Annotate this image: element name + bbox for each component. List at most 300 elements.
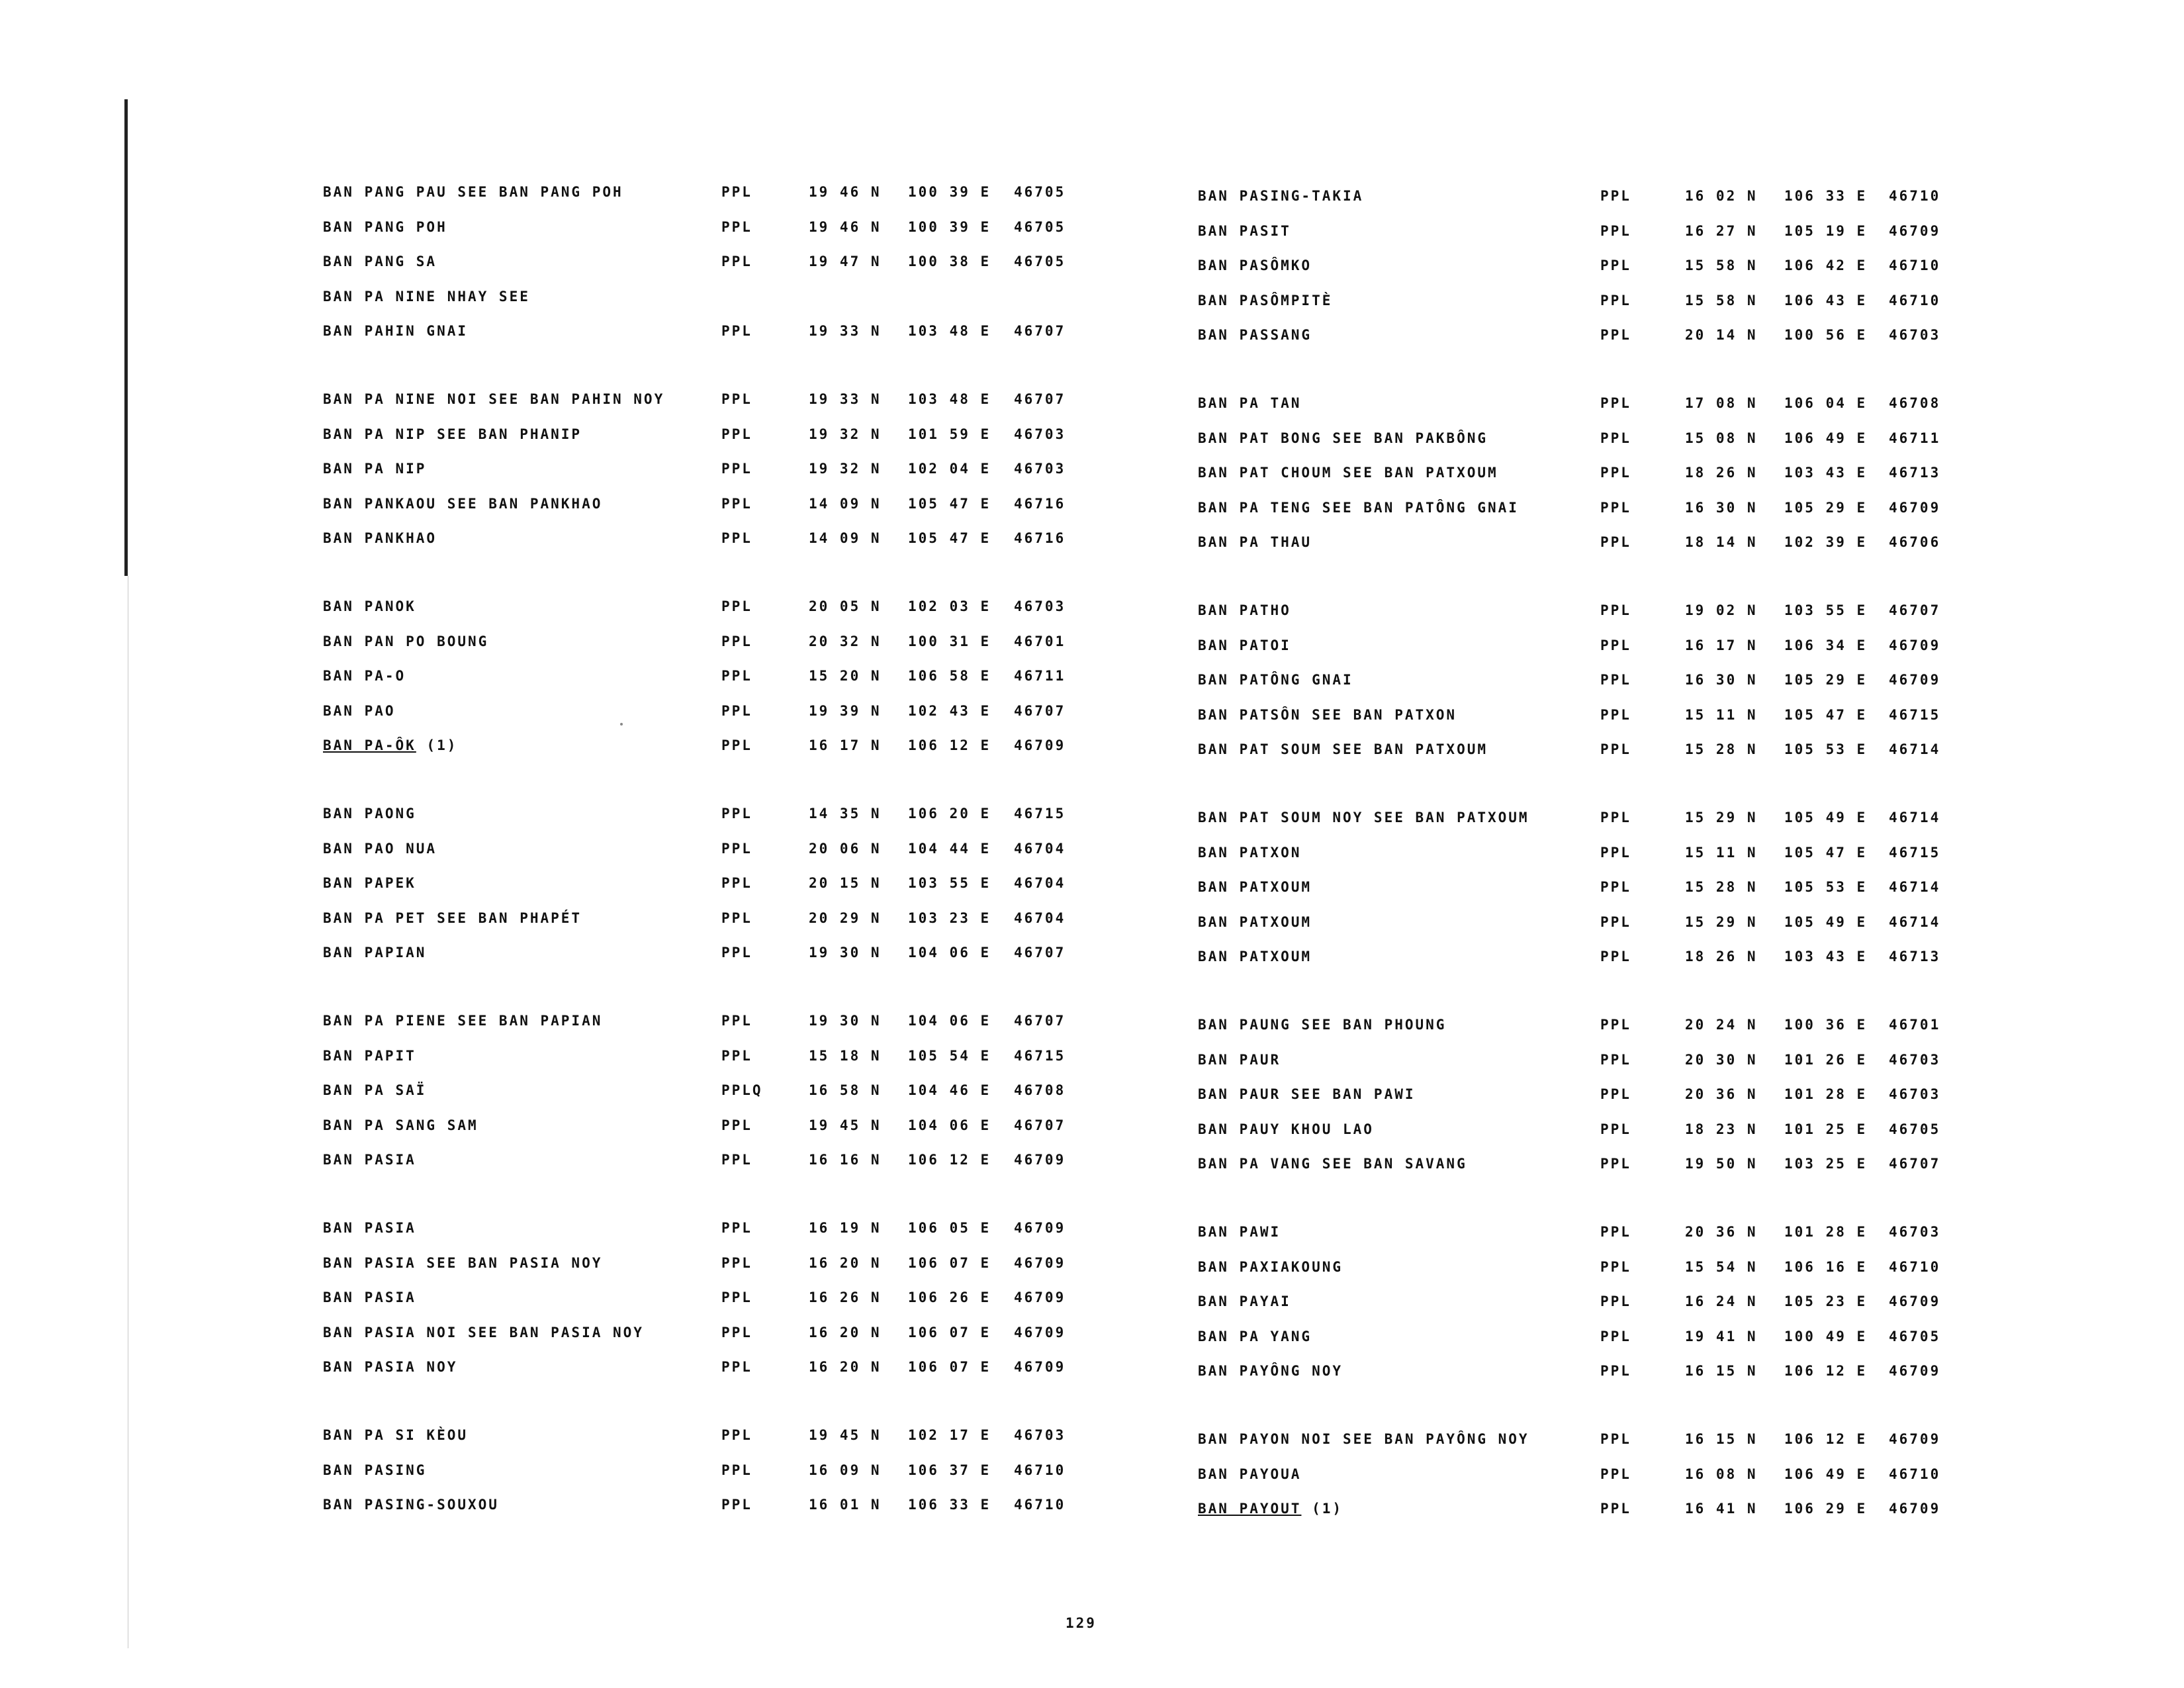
latitude: 15 20 N <box>809 668 882 684</box>
feature-type: PPL <box>1600 672 1631 688</box>
map-code: 46705 <box>1889 1121 1941 1137</box>
longitude: 106 34 E <box>1784 637 1868 653</box>
longitude: 106 33 E <box>1784 188 1868 204</box>
place-name: BAN PA NIP SEE BAN PHANIP <box>323 426 582 442</box>
feature-type: PPL <box>1600 258 1631 273</box>
gazetteer-entry <box>0 602 1941 629</box>
latitude: 20 15 N <box>809 875 882 891</box>
feature-type: PPL <box>721 323 752 339</box>
latitude: 16 02 N <box>1685 188 1758 204</box>
place-name: BAN PA YANG <box>1198 1328 1312 1344</box>
map-code: 46709 <box>1889 672 1941 688</box>
gazetteer-entry <box>0 499 1941 526</box>
map-code: 46709 <box>1889 1431 1941 1447</box>
longitude: 102 04 E <box>908 461 991 477</box>
longitude: 106 12 E <box>1784 1431 1868 1447</box>
map-code: 46710 <box>1014 1462 1066 1478</box>
feature-type: PPL <box>1600 1501 1631 1517</box>
gazetteer-entry <box>0 914 1941 941</box>
longitude: 105 53 E <box>1784 879 1868 895</box>
latitude: 16 30 N <box>1685 499 1758 516</box>
map-code: 46705 <box>1889 1328 1941 1344</box>
longitude: 103 48 E <box>908 391 991 407</box>
gazetteer-entry <box>0 1017 1941 1043</box>
place-name-with-note <box>1198 1501 1343 1517</box>
feature-type: PPL <box>721 184 752 200</box>
feature-type: PPL <box>721 1254 752 1271</box>
latitude: 15 29 N <box>1685 914 1758 930</box>
latitude: 18 26 N <box>1685 465 1758 481</box>
place-name: BAN PASIA <box>323 1220 416 1236</box>
latitude: 15 08 N <box>1685 430 1758 446</box>
longitude: 105 23 E <box>1784 1293 1868 1309</box>
place-name: BAN PATXOUM <box>1198 949 1312 964</box>
place-name: BAN PANOK <box>323 598 416 614</box>
feature-type: PPL <box>1600 430 1631 446</box>
map-code: 46705 <box>1014 218 1066 235</box>
feature-type: PPL <box>1600 1431 1631 1447</box>
place-name: BAN PAT SOUM NOY SEE BAN PATXOUM <box>1198 810 1529 825</box>
place-name: BAN PAUR SEE BAN PAWI <box>1198 1086 1416 1102</box>
latitude: 15 28 N <box>1685 741 1758 757</box>
feature-type: PPL <box>1600 706 1631 723</box>
map-code: 46710 <box>1889 258 1941 273</box>
latitude: 16 16 N <box>809 1152 882 1168</box>
feature-type: PPL <box>721 1462 752 1478</box>
feature-type: PPL <box>721 1324 752 1340</box>
place-name: BAN PASIA NOI SEE BAN PASIA NOY <box>323 1324 644 1340</box>
feature-type: PPL <box>1600 1086 1631 1102</box>
latitude: 16 27 N <box>1685 222 1758 239</box>
feature-type: PPL <box>721 391 752 407</box>
map-code: 46704 <box>1014 910 1066 926</box>
place-name: BAN PASÔMKO <box>1198 258 1312 273</box>
place-name: BAN PASIA <box>323 1152 416 1168</box>
place-name: BAN PANG SA <box>323 254 437 269</box>
longitude: 106 20 E <box>908 806 991 821</box>
place-name: BAN PAONG <box>323 806 416 821</box>
place-name: BAN PAYÔNG NOY <box>1198 1363 1343 1379</box>
map-code: 46703 <box>1889 1224 1941 1240</box>
place-name: BAN PAO NUA <box>323 840 437 857</box>
feature-type: PPL <box>721 1497 752 1513</box>
latitude: 16 58 N <box>809 1082 882 1098</box>
feature-type: PPL <box>1600 1121 1631 1137</box>
feature-type: PPL <box>721 840 752 857</box>
longitude: 105 49 E <box>1784 810 1868 825</box>
feature-type: PPL <box>1600 534 1631 550</box>
place-name: BAN PATXOUM <box>1198 914 1312 930</box>
longitude: 106 33 E <box>908 1497 991 1513</box>
latitude: 19 32 N <box>809 461 882 477</box>
place-name: BAN PAN PO BOUNG <box>323 633 489 649</box>
longitude: 102 03 E <box>908 598 991 614</box>
map-code: 46709 <box>1889 499 1941 516</box>
longitude: 106 29 E <box>1784 1501 1868 1517</box>
place-name: BAN PASIT <box>1198 222 1291 239</box>
map-code: 46703 <box>1889 1086 1941 1102</box>
latitude: 16 20 N <box>809 1254 882 1271</box>
place-name: BAN PA THAU <box>1198 534 1312 550</box>
gazetteer-entry <box>0 637 1941 664</box>
latitude: 19 47 N <box>809 254 882 269</box>
longitude: 100 49 E <box>1784 1328 1868 1344</box>
map-code: 46703 <box>1889 327 1941 343</box>
longitude: 106 49 E <box>1784 430 1868 446</box>
longitude: 103 55 E <box>908 875 991 891</box>
place-name: BAN PASÔMPITÈ <box>1198 292 1333 308</box>
feature-type: PPL <box>1600 1293 1631 1309</box>
place-name: BAN PA SAÏ <box>323 1082 427 1098</box>
longitude: 106 07 E <box>908 1324 991 1340</box>
gazetteer-entry <box>0 1051 1941 1078</box>
feature-type: PPL <box>1600 1156 1631 1172</box>
place-name: BAN PASSANG <box>1198 327 1312 343</box>
feature-type: PPL <box>1600 637 1631 653</box>
longitude: 104 44 E <box>908 840 991 857</box>
latitude: 18 23 N <box>1685 1121 1758 1137</box>
map-code: 46707 <box>1014 945 1066 961</box>
place-name: BAN PA-ÔK <box>323 737 416 753</box>
map-code: 46707 <box>1014 323 1066 339</box>
longitude: 105 54 E <box>908 1047 991 1064</box>
longitude: 103 25 E <box>1784 1156 1868 1172</box>
longitude: 106 37 E <box>908 1462 991 1478</box>
longitude: 103 23 E <box>908 910 991 926</box>
map-code: 46711 <box>1014 668 1066 684</box>
gazetteer-entry <box>0 292 1941 319</box>
longitude: 101 28 E <box>1784 1224 1868 1240</box>
feature-type: PPL <box>1600 327 1631 343</box>
longitude: 104 06 E <box>908 945 991 961</box>
feature-type: PPL <box>1600 1051 1631 1068</box>
map-code: 46706 <box>1889 534 1941 550</box>
map-code: 46707 <box>1889 1156 1941 1172</box>
map-code: 46703 <box>1014 1427 1066 1443</box>
longitude: 104 06 E <box>908 1013 991 1029</box>
feature-type: PPL <box>721 598 752 614</box>
longitude: 104 46 E <box>908 1082 991 1098</box>
map-code: 46705 <box>1014 184 1066 200</box>
longitude: 105 49 E <box>1784 914 1868 930</box>
map-code: 46713 <box>1889 465 1941 481</box>
feature-type: PPL <box>1600 949 1631 964</box>
map-code: 46709 <box>1014 1254 1066 1271</box>
place-name: BAN PAYOUT <box>1198 1501 1302 1517</box>
latitude: 18 26 N <box>1685 949 1758 964</box>
gazetteer-entry <box>0 1431 1941 1458</box>
place-name: BAN PATHO <box>1198 602 1291 618</box>
map-code: 46703 <box>1014 426 1066 442</box>
place-name: BAN PA SANG SAM <box>323 1117 478 1133</box>
longitude: 102 43 E <box>908 702 991 719</box>
gazetteer-entry <box>0 672 1941 698</box>
map-code: 46709 <box>1889 1501 1941 1517</box>
place-name: BAN PA-O <box>323 668 406 684</box>
gazetteer-entry <box>0 395 1941 422</box>
longitude: 105 53 E <box>1784 741 1868 757</box>
map-code: 46703 <box>1014 598 1066 614</box>
place-name: BAN PA NINE NOI SEE BAN PAHIN NOY <box>323 391 665 407</box>
feature-type: PPL <box>721 668 752 684</box>
latitude: 19 32 N <box>809 426 882 442</box>
gazetteer-entry <box>0 1328 1941 1355</box>
map-code: 46714 <box>1889 879 1941 895</box>
longitude: 101 25 E <box>1784 1121 1868 1137</box>
latitude: 15 54 N <box>1685 1258 1758 1275</box>
latitude: 20 30 N <box>1685 1051 1758 1068</box>
map-code: 46707 <box>1889 602 1941 618</box>
map-code: 46708 <box>1014 1082 1066 1098</box>
place-name: BAN PASIA NOY <box>323 1359 458 1375</box>
gazetteer-entry <box>0 465 1941 491</box>
feature-type: PPL <box>721 945 752 961</box>
place-name: BAN PA TAN <box>1198 395 1302 411</box>
entry-note: (1) <box>1301 1501 1343 1517</box>
feature-type: PPL <box>1600 222 1631 239</box>
map-code: 46709 <box>1889 222 1941 239</box>
place-name: BAN PAYOUA <box>1198 1466 1302 1482</box>
longitude: 106 07 E <box>908 1254 991 1271</box>
gazetteer-entry <box>0 430 1941 457</box>
place-name: BAN PA VANG SEE BAN SAVANG <box>1198 1156 1467 1172</box>
latitude: 19 30 N <box>809 945 882 961</box>
feature-type: PPLQ <box>721 1082 763 1098</box>
feature-type: PPL <box>1600 1258 1631 1275</box>
feature-type: PPL <box>1600 1363 1631 1379</box>
feature-type: PPL <box>721 1289 752 1305</box>
page-number: 129 <box>1066 1615 1097 1631</box>
gazetteer-entry <box>0 1363 1941 1389</box>
longitude: 103 43 E <box>1784 465 1868 481</box>
latitude: 20 36 N <box>1685 1086 1758 1102</box>
place-name: BAN PASIA <box>323 1289 416 1305</box>
map-code: 46716 <box>1014 495 1066 512</box>
map-code: 46714 <box>1889 741 1941 757</box>
gazetteer-entry <box>0 706 1941 733</box>
latitude: 16 17 N <box>809 737 882 753</box>
longitude: 106 05 E <box>908 1220 991 1236</box>
gazetteer-entry <box>0 741 1941 768</box>
gazetteer-entry <box>0 1466 1941 1493</box>
gazetteer-entry <box>0 1156 1941 1182</box>
latitude: 16 17 N <box>1685 637 1758 653</box>
latitude: 19 50 N <box>1685 1156 1758 1172</box>
place-name: BAN PATXOUM <box>1198 879 1312 895</box>
gazetteer-entry <box>0 188 1941 214</box>
latitude: 16 15 N <box>1685 1363 1758 1379</box>
latitude: 16 08 N <box>1685 1466 1758 1482</box>
feature-type: PPL <box>721 806 752 821</box>
map-code: 46709 <box>1014 737 1066 753</box>
latitude: 16 24 N <box>1685 1293 1758 1309</box>
feature-type: PPL <box>1600 602 1631 618</box>
latitude: 18 14 N <box>1685 534 1758 550</box>
longitude: 101 59 E <box>908 426 991 442</box>
place-name: BAN PA PET SEE BAN PHAPÉT <box>323 910 582 926</box>
place-name: BAN PAPIT <box>323 1047 416 1064</box>
longitude: 103 55 E <box>1784 602 1868 618</box>
longitude: 105 47 E <box>908 495 991 512</box>
latitude: 19 41 N <box>1685 1328 1758 1344</box>
gazetteer-entry <box>0 1293 1941 1320</box>
place-name: BAN PA NIP <box>323 461 427 477</box>
map-code: 46710 <box>1889 1466 1941 1482</box>
place-name: BAN PASING <box>323 1462 427 1478</box>
feature-type: PPL <box>1600 810 1631 825</box>
place-name: BAN PAYAI <box>1198 1293 1291 1309</box>
latitude: 20 32 N <box>809 633 882 649</box>
longitude: 103 43 E <box>1784 949 1868 964</box>
place-name: BAN PATOI <box>1198 637 1291 653</box>
latitude: 19 33 N <box>809 391 882 407</box>
feature-type: PPL <box>1600 844 1631 861</box>
feature-type: PPL <box>721 702 752 719</box>
map-code: 46716 <box>1014 530 1066 546</box>
feature-type: PPL <box>1600 1328 1631 1344</box>
map-code: 46704 <box>1014 840 1066 857</box>
feature-type: PPL <box>1600 914 1631 930</box>
latitude: 16 20 N <box>809 1359 882 1375</box>
longitude: 105 47 E <box>908 530 991 546</box>
latitude: 16 01 N <box>809 1497 882 1513</box>
longitude: 106 12 E <box>908 737 991 753</box>
map-code: 46703 <box>1014 461 1066 477</box>
longitude: 101 26 E <box>1784 1051 1868 1068</box>
latitude: 19 45 N <box>809 1117 882 1133</box>
place-name: BAN PATÔNG GNAI <box>1198 672 1353 688</box>
place-name: BAN PASING-TAKIA <box>1198 188 1364 204</box>
latitude: 16 20 N <box>809 1324 882 1340</box>
map-code: 46715 <box>1889 706 1941 723</box>
latitude: 20 06 N <box>809 840 882 857</box>
map-code: 46709 <box>1014 1359 1066 1375</box>
gazetteer-entry <box>0 844 1941 871</box>
latitude: 16 15 N <box>1685 1431 1758 1447</box>
longitude: 106 12 E <box>1784 1363 1868 1379</box>
latitude: 20 36 N <box>1685 1224 1758 1240</box>
latitude: 14 09 N <box>809 495 882 512</box>
place-name: BAN PAPIAN <box>323 945 427 961</box>
map-code: 46710 <box>1014 1497 1066 1513</box>
longitude: 105 19 E <box>1784 222 1868 239</box>
place-name: BAN PA SI KÈOU <box>323 1427 469 1443</box>
gazetteer-entry <box>0 1224 1941 1250</box>
latitude: 19 39 N <box>809 702 882 719</box>
longitude: 106 42 E <box>1784 258 1868 273</box>
longitude: 103 48 E <box>908 323 991 339</box>
map-code: 46704 <box>1014 875 1066 891</box>
place-name: BAN PANG POH <box>323 218 447 235</box>
feature-type: PPL <box>1600 395 1631 411</box>
feature-type: PPL <box>1600 465 1631 481</box>
latitude: 15 28 N <box>1685 879 1758 895</box>
latitude: 14 35 N <box>809 806 882 821</box>
map-code: 46708 <box>1889 395 1941 411</box>
latitude: 15 18 N <box>809 1047 882 1064</box>
longitude: 106 26 E <box>908 1289 991 1305</box>
longitude: 106 43 E <box>1784 292 1868 308</box>
longitude: 100 38 E <box>908 254 991 269</box>
map-code: 46709 <box>1889 637 1941 653</box>
place-name: BAN PAUNG SEE BAN PHOUNG <box>1198 1017 1447 1033</box>
latitude: 15 11 N <box>1685 706 1758 723</box>
latitude: 16 19 N <box>809 1220 882 1236</box>
place-name: BAN PAHIN GNAI <box>323 323 469 339</box>
feature-type: PPL <box>1600 879 1631 895</box>
longitude: 106 04 E <box>1784 395 1868 411</box>
latitude: 16 09 N <box>809 1462 882 1478</box>
place-name: BAN PAO <box>323 702 396 719</box>
latitude: 15 58 N <box>1685 292 1758 308</box>
feature-type: PPL <box>721 254 752 269</box>
map-code: 46701 <box>1889 1017 1941 1033</box>
gazetteer-entry <box>0 222 1941 250</box>
longitude: 100 39 E <box>908 218 991 235</box>
latitude: 15 29 N <box>1685 810 1758 825</box>
latitude: 16 30 N <box>1685 672 1758 688</box>
map-code: 46714 <box>1889 810 1941 825</box>
longitude: 105 29 E <box>1784 672 1868 688</box>
place-name: BAN PAT SOUM SEE BAN PATXOUM <box>1198 741 1488 757</box>
place-name: BAN PA TENG SEE BAN PATÔNG GNAI <box>1198 499 1519 516</box>
place-name: BAN PANG PAU SEE BAN PANG POH <box>323 184 623 200</box>
feature-type: PPL <box>721 461 752 477</box>
feature-type: PPL <box>1600 292 1631 308</box>
map-code: 46709 <box>1889 1363 1941 1379</box>
map-code: 46707 <box>1014 391 1066 407</box>
feature-type: PPL <box>721 1152 752 1168</box>
place-name: BAN PAUY KHOU LAO <box>1198 1121 1374 1137</box>
gazetteer-entry <box>0 327 1941 353</box>
place-name: BAN PASING-SOUXOU <box>323 1497 499 1513</box>
map-code: 46709 <box>1014 1289 1066 1305</box>
map-code: 46707 <box>1014 1117 1066 1133</box>
feature-type: PPL <box>1600 741 1631 757</box>
feature-type: PPL <box>721 530 752 546</box>
longitude: 100 39 E <box>908 184 991 200</box>
map-code: 46703 <box>1889 1051 1941 1068</box>
longitude: 100 56 E <box>1784 327 1868 343</box>
feature-type: PPL <box>721 910 752 926</box>
place-name: BAN PATXON <box>1198 844 1302 861</box>
latitude: 20 24 N <box>1685 1017 1758 1033</box>
longitude: 106 12 E <box>908 1152 991 1168</box>
feature-type: PPL <box>721 1427 752 1443</box>
longitude: 102 17 E <box>908 1427 991 1443</box>
map-code: 46713 <box>1889 949 1941 964</box>
feature-type: PPL <box>721 1047 752 1064</box>
map-code: 46709 <box>1014 1324 1066 1340</box>
feature-type: PPL <box>1600 1224 1631 1240</box>
feature-type: PPL <box>721 875 752 891</box>
map-code: 46715 <box>1014 806 1066 821</box>
latitude: 19 46 N <box>809 218 882 235</box>
place-name: BAN PATSÔN SEE BAN PATXON <box>1198 706 1457 723</box>
map-code: 46710 <box>1889 1258 1941 1275</box>
place-name: BAN PANKAOU SEE BAN PANKHAO <box>323 495 603 512</box>
place-name: BAN PASIA SEE BAN PASIA NOY <box>323 1254 603 1271</box>
longitude: 100 31 E <box>908 633 991 649</box>
place-name: BAN PA NINE NHAY SEE <box>323 288 530 305</box>
longitude: 105 47 E <box>1784 844 1868 861</box>
map-code: 46710 <box>1889 188 1941 204</box>
place-name: BAN PA PIENE SEE BAN PAPIAN <box>323 1013 603 1029</box>
gazetteer-entry <box>0 534 1941 561</box>
gazetteer-entry <box>0 1258 1941 1286</box>
gazetteer-entry <box>0 1121 1941 1148</box>
longitude: 104 06 E <box>908 1117 991 1133</box>
